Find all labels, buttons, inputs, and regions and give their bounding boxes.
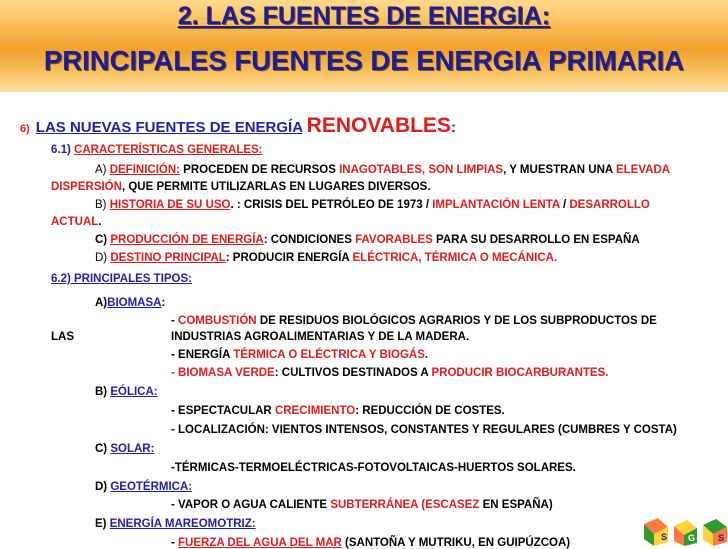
mareomotriz-heading: E) ENERGÍA MAREOMOTRIZ: xyxy=(95,518,256,530)
main-types-heading: 6.2) PRINCIPALES TIPOS: xyxy=(51,273,193,285)
history-line: B) HISTORIA DE SU USO. : CRISIS DEL PETRÓLEO DE 1973 / IMPLANTACIÓN LENTA / DESARROLLO xyxy=(95,199,650,211)
geotermica-point-1: - VAPOR O AGUA CALIENTE SUBTERRÁNEA (ESCASEZ EN ESPAÑA) xyxy=(171,499,553,511)
mareomotriz-point-1: - FUERZA DEL AGUA DEL MAR (SANTOÑA Y MUTRIKU, EN GUIPÚZCOA) xyxy=(171,537,571,549)
section-heading: 6) LAS NUEVAS FUENTES DE ENERGÍA RENOVABLES: xyxy=(20,114,456,137)
definition-line: A) DEFINICIÓN: PROCEDEN DE RECURSOS INAGOTABLES, SON LIMPIAS, Y MUESTRAN UNA ELEVADA xyxy=(95,164,671,176)
slide-subtitle: PRINCIPALES FUENTES DE ENERGIA PRIMARIA xyxy=(43,45,685,76)
biomasa-point-2: - ENERGÍA TÉRMICA O ELÉCTRICA Y BIOGÁS. xyxy=(171,349,429,361)
geotermica-heading: D) GEOTÉRMICA: xyxy=(95,481,193,493)
biomasa-point-3: - BIOMASA VERDE: CULTIVOS DESTINADOS A PRODUCIR BIOCARBURANTES. xyxy=(171,367,609,379)
cube-letter-1: S xyxy=(661,532,668,542)
cube-icon xyxy=(703,519,727,546)
cube-letter-3: S xyxy=(718,533,725,543)
solar-point-1: -TÉRMICAS-TERMOELÉCTRICAS-FOTOVOLTAICAS-HUERTOS SOLARES. xyxy=(171,462,576,474)
title-banner xyxy=(0,0,728,92)
production-line: C) PRODUCCIÓN DE ENERGÍA: CONDICIONES FAVORABLES PARA SU DESARROLLO EN ESPAÑA xyxy=(95,234,640,246)
slide-title: 2. LAS FUENTES DE ENERGIA: xyxy=(177,2,551,30)
eolica-point-2: - LOCALIZACIÓN: VIENTOS INTENSOS, CONSTANTES Y REGULARES (CUMBRES Y COSTA) xyxy=(171,424,677,436)
cube-icon xyxy=(644,518,668,546)
biomasa-heading: A)BIOMASA: xyxy=(95,297,166,309)
cubes-logo xyxy=(638,515,728,546)
definition-line-2: DISPERSIÓN, QUE PERMITE UTILIZARLAS EN LUGARES DIVERSOS. xyxy=(51,181,431,193)
eolica-heading: B) EÓLICA: xyxy=(95,386,158,398)
biomasa-point-1: - COMBUSTIÓN DE RESIDUOS BIOLÓGICOS AGRARIOS Y DE LOS SUBPRODUCTOS DE xyxy=(171,315,657,327)
solar-heading: C) SOLAR: xyxy=(95,443,155,455)
history-line-2: ACTUAL. xyxy=(51,216,102,228)
cube-icon xyxy=(674,520,697,546)
renewables-keyword: RENOVABLES xyxy=(306,114,451,137)
general-characteristics-heading: 6.1) CARACTERÍSTICAS GENERALES: xyxy=(51,144,263,156)
destination-line: D) DESTINO PRINCIPAL: PRODUCIR ENERGÍA ELÉCTRICA, TÉRMICA O MECÁNICA. xyxy=(95,252,558,264)
biomasa-point-1-cont: INDUSTRIAS AGROALIMENTARIAS Y DE LA MADERA. xyxy=(171,331,470,343)
cube-letter-2: G xyxy=(688,533,696,543)
biomasa-point-1-las: LAS xyxy=(51,331,74,343)
eolica-point-1: - ESPECTACULAR CRECIMIENTO: REDUCCIÓN DE COSTES. xyxy=(171,405,505,417)
